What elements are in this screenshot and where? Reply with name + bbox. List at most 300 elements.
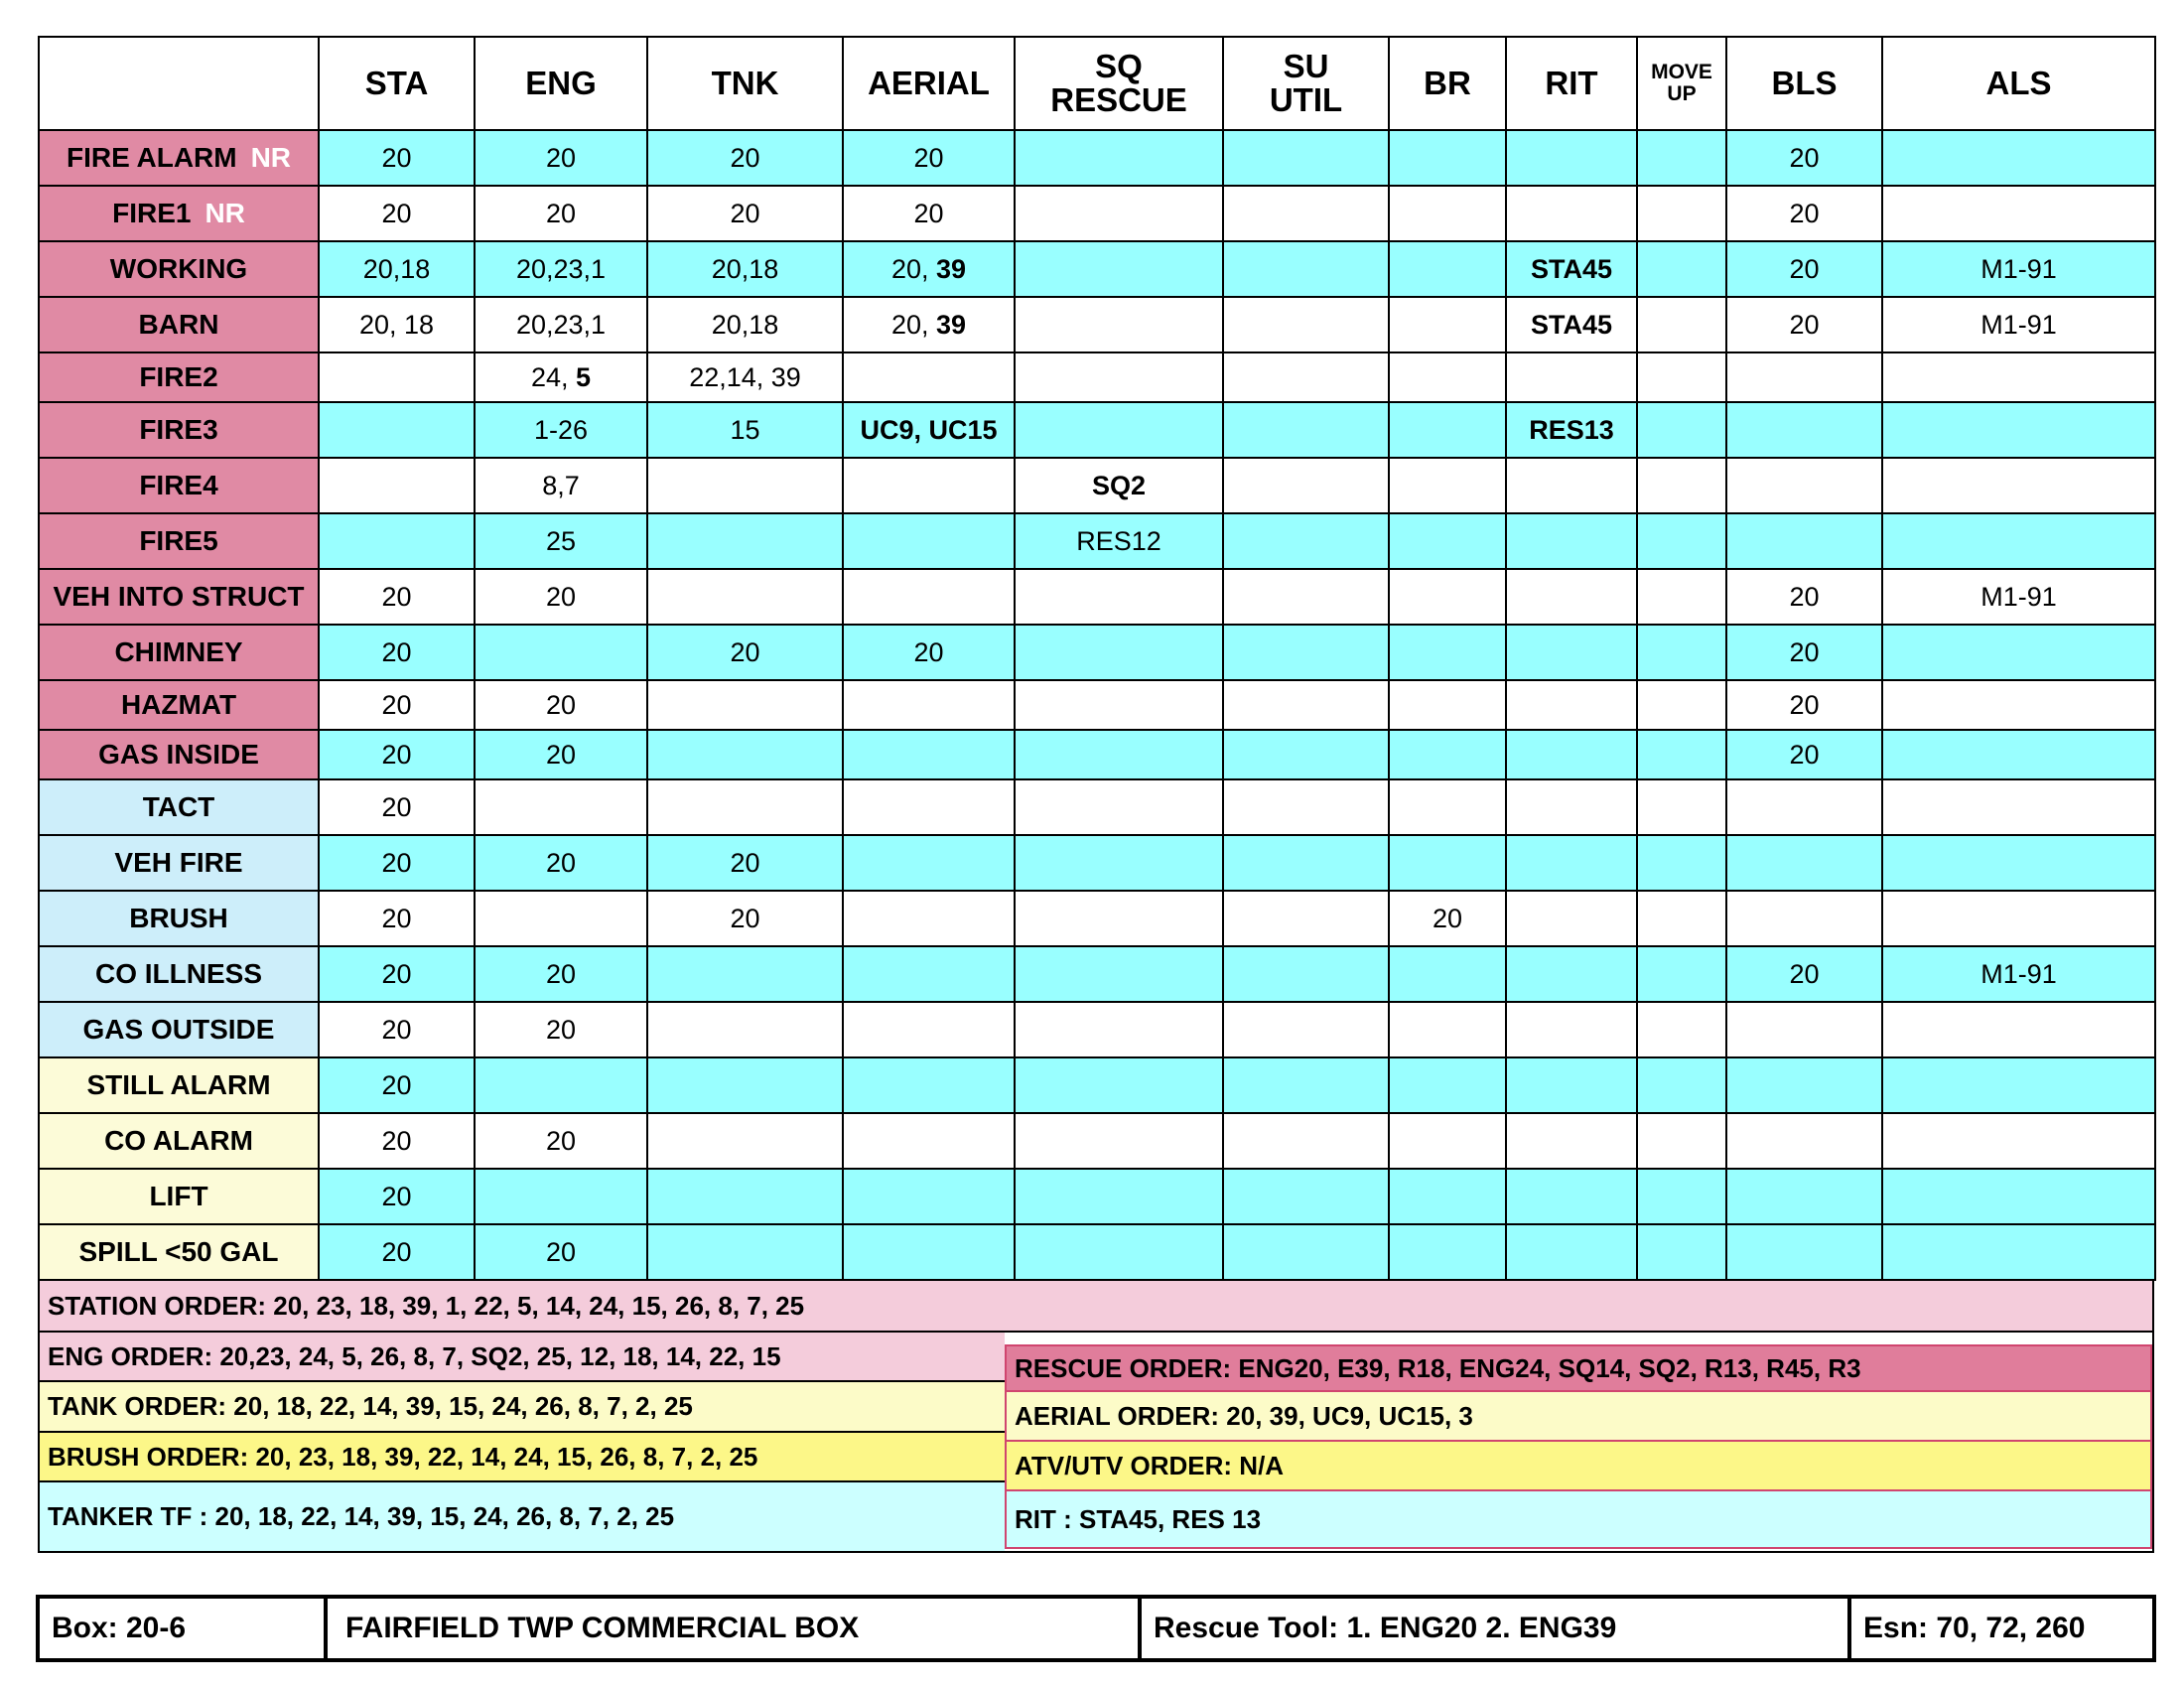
cell-bls bbox=[1726, 297, 1882, 352]
cell-bls bbox=[1726, 186, 1882, 241]
cell-bls bbox=[1726, 625, 1882, 680]
header-eng bbox=[475, 37, 647, 130]
cell-move-up bbox=[1637, 297, 1726, 352]
row-fire4 bbox=[39, 458, 2155, 513]
header-text: MOVE bbox=[1651, 61, 1712, 83]
footer-bar bbox=[36, 1595, 2156, 1662]
header-rit bbox=[1506, 37, 1637, 130]
cell-su-util bbox=[1223, 352, 1389, 402]
cell-eng bbox=[475, 730, 647, 779]
cell-tnk bbox=[647, 779, 843, 835]
cell-move-up bbox=[1637, 402, 1726, 458]
cell-als bbox=[1882, 352, 2155, 402]
cell-su-util bbox=[1223, 186, 1389, 241]
cell-value: 20 bbox=[381, 142, 412, 173]
cell-als bbox=[1882, 625, 2155, 680]
cell-eng bbox=[475, 186, 647, 241]
row-label bbox=[39, 730, 319, 779]
cell-aerial bbox=[843, 1169, 1015, 1224]
cell-value: 20,18 bbox=[711, 309, 779, 340]
row-label bbox=[39, 130, 319, 186]
cell-rit bbox=[1506, 186, 1637, 241]
run-card-sheet bbox=[38, 36, 2154, 1553]
cell-sta bbox=[319, 569, 475, 625]
cell-rit bbox=[1506, 835, 1637, 891]
cell-tnk bbox=[647, 730, 843, 779]
cell-bls bbox=[1726, 130, 1882, 186]
cell-value: 20 bbox=[545, 142, 577, 173]
header-text: ALS bbox=[1985, 65, 2052, 101]
rescue-aerial-box bbox=[1005, 1344, 2152, 1549]
cell-rit bbox=[1506, 297, 1637, 352]
cell-value: 20,23,1 bbox=[515, 253, 607, 284]
cell-value: 20 bbox=[913, 142, 944, 173]
cell-eng bbox=[475, 779, 647, 835]
cell-sq-rescue bbox=[1015, 779, 1223, 835]
box-name: FAIRFIELD TWP COMMERCIAL BOX bbox=[328, 1599, 1142, 1658]
rescue-tool: Rescue Tool: 1. ENG20 2. ENG39 bbox=[1142, 1599, 1851, 1658]
row-label-text: CHIMNEY bbox=[114, 636, 243, 667]
cell-value: 20 bbox=[381, 739, 412, 770]
cell-aerial bbox=[843, 680, 1015, 730]
cell-eng bbox=[475, 458, 647, 513]
cell-tnk bbox=[647, 513, 843, 569]
cell-eng bbox=[475, 352, 647, 402]
cell-als bbox=[1882, 186, 2155, 241]
cell-br bbox=[1389, 130, 1506, 186]
cell-br bbox=[1389, 569, 1506, 625]
header-row bbox=[39, 37, 2155, 130]
row-fire1 bbox=[39, 186, 2155, 241]
cell-aerial bbox=[843, 1057, 1015, 1113]
no-response-badge: NR bbox=[250, 142, 292, 173]
cell-eng bbox=[475, 835, 647, 891]
cell-su-util bbox=[1223, 1002, 1389, 1057]
cell-value: 20 bbox=[1789, 739, 1820, 770]
row-chimney bbox=[39, 625, 2155, 680]
cell-sq-rescue bbox=[1015, 458, 1223, 513]
esn-list: Esn: 70, 72, 260 bbox=[1863, 1612, 2086, 1644]
row-label bbox=[39, 513, 319, 569]
cell-value: 20, bbox=[890, 309, 936, 340]
row-label-text: FIRE5 bbox=[139, 525, 218, 556]
cell-value: 20 bbox=[1789, 309, 1820, 340]
cell-als bbox=[1882, 569, 2155, 625]
cell-aerial bbox=[843, 130, 1015, 186]
cell-bls bbox=[1726, 1002, 1882, 1057]
cell-aerial bbox=[843, 458, 1015, 513]
cell-tnk bbox=[647, 1002, 843, 1057]
cell-sq-rescue bbox=[1015, 186, 1223, 241]
cell-value: 20 bbox=[730, 142, 760, 173]
cell-bls bbox=[1726, 1057, 1882, 1113]
row-gas-outside bbox=[39, 1002, 2155, 1057]
header-text: BR bbox=[1424, 65, 1471, 101]
cell-tnk bbox=[647, 1113, 843, 1169]
row-brush bbox=[39, 891, 2155, 946]
row-gas-inside bbox=[39, 730, 2155, 779]
cell-br bbox=[1389, 891, 1506, 946]
header-move-up bbox=[1637, 37, 1726, 130]
row-fire5 bbox=[39, 513, 2155, 569]
cell-sta bbox=[319, 1224, 475, 1280]
cell-aerial bbox=[843, 297, 1015, 352]
cell-move-up bbox=[1637, 1224, 1726, 1280]
cell-value: 20 bbox=[545, 1125, 577, 1156]
cell-sta bbox=[319, 402, 475, 458]
cell-move-up bbox=[1637, 352, 1726, 402]
cell-br bbox=[1389, 1113, 1506, 1169]
cell-sta bbox=[319, 891, 475, 946]
cell-sta bbox=[319, 779, 475, 835]
rit-order: RIT : STA45, RES 13 bbox=[1007, 1491, 2150, 1547]
cell-sta bbox=[319, 458, 475, 513]
cell-value: 20 bbox=[381, 958, 412, 989]
cell-br bbox=[1389, 1002, 1506, 1057]
row-label bbox=[39, 186, 319, 241]
cell-value: 20 bbox=[730, 636, 760, 667]
cell-br bbox=[1389, 680, 1506, 730]
cell-als bbox=[1882, 458, 2155, 513]
cell-value: RES13 bbox=[1529, 414, 1614, 445]
header-text: AERIAL bbox=[868, 65, 990, 101]
cell-aerial bbox=[843, 730, 1015, 779]
cell-eng bbox=[475, 891, 647, 946]
cell-move-up bbox=[1637, 730, 1726, 779]
cell-sq-rescue bbox=[1015, 352, 1223, 402]
cell-br bbox=[1389, 835, 1506, 891]
cell-aerial bbox=[843, 241, 1015, 297]
row-co-illness bbox=[39, 946, 2155, 1002]
cell-br bbox=[1389, 241, 1506, 297]
cell-sq-rescue bbox=[1015, 891, 1223, 946]
cell-aerial bbox=[843, 891, 1015, 946]
cell-value: 20 bbox=[381, 1069, 412, 1100]
row-label-text: VEH FIRE bbox=[114, 847, 243, 878]
cell-eng bbox=[475, 1002, 647, 1057]
row-label-text: VEH INTO STRUCT bbox=[53, 581, 305, 612]
cell-value: 20,23,1 bbox=[515, 309, 607, 340]
cell-value: 20 bbox=[1789, 253, 1820, 284]
header-text: SQ bbox=[1095, 48, 1143, 84]
cell-su-util bbox=[1223, 1224, 1389, 1280]
cell-tnk bbox=[647, 241, 843, 297]
cell-su-util bbox=[1223, 835, 1389, 891]
cell-value: 20 bbox=[730, 198, 760, 228]
cell-tnk bbox=[647, 1057, 843, 1113]
header-text: BLS bbox=[1771, 65, 1838, 101]
header-text: RESCUE bbox=[1050, 81, 1187, 118]
cell-value: 20 bbox=[1432, 903, 1463, 933]
cell-value: 20 bbox=[381, 1236, 412, 1267]
cell-tnk bbox=[647, 352, 843, 402]
cell-rit bbox=[1506, 130, 1637, 186]
cell-value: 20 bbox=[545, 958, 577, 989]
cell-su-util bbox=[1223, 241, 1389, 297]
cell-rit bbox=[1506, 1169, 1637, 1224]
cell-value: 20 bbox=[545, 1014, 577, 1045]
cell-sta bbox=[319, 1002, 475, 1057]
cell-rit bbox=[1506, 730, 1637, 779]
cell-tnk bbox=[647, 130, 843, 186]
cell-sq-rescue bbox=[1015, 1002, 1223, 1057]
cell-sq-rescue bbox=[1015, 946, 1223, 1002]
cell-eng bbox=[475, 680, 647, 730]
cell-eng bbox=[475, 297, 647, 352]
cell-bls bbox=[1726, 458, 1882, 513]
cell-als bbox=[1882, 513, 2155, 569]
row-label-text: FIRE3 bbox=[139, 414, 218, 445]
cell-aerial bbox=[843, 186, 1015, 241]
cell-rit bbox=[1506, 352, 1637, 402]
cell-aerial bbox=[843, 569, 1015, 625]
cell-value: 20 bbox=[381, 198, 412, 228]
cell-als bbox=[1882, 730, 2155, 779]
brush-order: BRUSH ORDER: 20, 23, 18, 39, 22, 14, 24, 15, 26, 8, 7, 2, 25 bbox=[40, 1433, 1005, 1482]
cell-tnk bbox=[647, 569, 843, 625]
cell-bls bbox=[1726, 241, 1882, 297]
cell-move-up bbox=[1637, 1113, 1726, 1169]
cell-value: M1-91 bbox=[1980, 309, 2057, 340]
cell-su-util bbox=[1223, 625, 1389, 680]
cell-sta bbox=[319, 1169, 475, 1224]
row-label-text: CO ALARM bbox=[104, 1125, 253, 1156]
cell-als bbox=[1882, 402, 2155, 458]
header-als bbox=[1882, 37, 2155, 130]
cell-move-up bbox=[1637, 946, 1726, 1002]
cell-sq-rescue bbox=[1015, 402, 1223, 458]
cell-sta bbox=[319, 1057, 475, 1113]
cell-value: 20 bbox=[1789, 689, 1820, 720]
cell-tnk bbox=[647, 891, 843, 946]
cell-sta bbox=[319, 186, 475, 241]
row-label-text: BRUSH bbox=[129, 903, 228, 933]
cell-move-up bbox=[1637, 1057, 1726, 1113]
cell-br bbox=[1389, 402, 1506, 458]
row-veh-into-struct bbox=[39, 569, 2155, 625]
cell-aerial bbox=[843, 946, 1015, 1002]
cell-aerial bbox=[843, 513, 1015, 569]
cell-br bbox=[1389, 730, 1506, 779]
row-label bbox=[39, 946, 319, 1002]
header-bls bbox=[1726, 37, 1882, 130]
cell-move-up bbox=[1637, 680, 1726, 730]
row-label bbox=[39, 352, 319, 402]
cell-eng bbox=[475, 513, 647, 569]
cell-bls bbox=[1726, 730, 1882, 779]
cell-rit bbox=[1506, 1113, 1637, 1169]
cell-eng bbox=[475, 946, 647, 1002]
cell-sta bbox=[319, 130, 475, 186]
cell-sq-rescue bbox=[1015, 241, 1223, 297]
row-label bbox=[39, 779, 319, 835]
row-hazmat bbox=[39, 680, 2155, 730]
cell-sta bbox=[319, 835, 475, 891]
cell-aerial bbox=[843, 625, 1015, 680]
cell-value: 20 bbox=[381, 791, 412, 822]
cell-value: 22,14, 39 bbox=[689, 361, 801, 392]
row-label bbox=[39, 402, 319, 458]
atv-utv-order: ATV/UTV ORDER: N/A bbox=[1007, 1442, 2150, 1491]
cell-rit bbox=[1506, 241, 1637, 297]
cell-value: 20 bbox=[381, 1181, 412, 1211]
cell-value: 20 bbox=[1789, 581, 1820, 612]
cell-als bbox=[1882, 130, 2155, 186]
cell-als bbox=[1882, 241, 2155, 297]
cell-br bbox=[1389, 1057, 1506, 1113]
cell-value: 20 bbox=[545, 847, 577, 878]
no-response-badge: NR bbox=[205, 198, 245, 228]
cell-als bbox=[1882, 1169, 2155, 1224]
row-label bbox=[39, 1002, 319, 1057]
cell-rit bbox=[1506, 402, 1637, 458]
tank-order: TANK ORDER: 20, 18, 22, 14, 39, 15, 24, 26, 8, 7, 2, 25 bbox=[40, 1382, 1005, 1433]
cell-tnk bbox=[647, 1224, 843, 1280]
cell-value: 20 bbox=[545, 689, 577, 720]
row-barn bbox=[39, 297, 2155, 352]
cell-aerial bbox=[843, 402, 1015, 458]
cell-move-up bbox=[1637, 625, 1726, 680]
cell-su-util bbox=[1223, 458, 1389, 513]
cell-bls bbox=[1726, 680, 1882, 730]
cell-value: 20 bbox=[730, 847, 760, 878]
cell-su-util bbox=[1223, 730, 1389, 779]
cell-sta bbox=[319, 946, 475, 1002]
cell-su-util bbox=[1223, 297, 1389, 352]
cell-value: M1-91 bbox=[1980, 958, 2057, 989]
aerial-order: AERIAL ORDER: 20, 39, UC9, UC15, 3 bbox=[1007, 1392, 2150, 1442]
row-label-text: FIRE2 bbox=[139, 361, 218, 392]
row-label-text: BARN bbox=[138, 309, 219, 340]
cell-value: STA45 bbox=[1530, 253, 1613, 284]
cell-als bbox=[1882, 779, 2155, 835]
cell-move-up bbox=[1637, 130, 1726, 186]
cell-value: 8,7 bbox=[542, 470, 580, 500]
cell-move-up bbox=[1637, 891, 1726, 946]
cell-als bbox=[1882, 1057, 2155, 1113]
cell-als bbox=[1882, 680, 2155, 730]
cell-bls bbox=[1726, 402, 1882, 458]
header-text: UP bbox=[1667, 82, 1697, 105]
cell-sq-rescue bbox=[1015, 1113, 1223, 1169]
row-label-text: WORKING bbox=[109, 253, 248, 284]
cell-bls bbox=[1726, 1224, 1882, 1280]
row-label-text: CO ILLNESS bbox=[94, 958, 262, 989]
cell-bls bbox=[1726, 513, 1882, 569]
cell-value: 20 bbox=[1789, 636, 1820, 667]
row-label-text: GAS OUTSIDE bbox=[82, 1014, 275, 1045]
cell-value: 20 bbox=[1789, 142, 1820, 173]
cell-move-up bbox=[1637, 835, 1726, 891]
cell-br bbox=[1389, 352, 1506, 402]
row-tact bbox=[39, 779, 2155, 835]
cell-value: 20 bbox=[381, 1014, 412, 1045]
cell-bls bbox=[1726, 835, 1882, 891]
cell-sta bbox=[319, 730, 475, 779]
cell-sta bbox=[319, 513, 475, 569]
row-label-text: HAZMAT bbox=[120, 689, 237, 720]
cell-move-up bbox=[1637, 569, 1726, 625]
cell-bls bbox=[1726, 352, 1882, 402]
header-text: ENG bbox=[525, 65, 597, 101]
cell-br bbox=[1389, 1224, 1506, 1280]
header-text: STA bbox=[364, 65, 429, 101]
cell-sq-rescue bbox=[1015, 569, 1223, 625]
cell-su-util bbox=[1223, 680, 1389, 730]
row-label bbox=[39, 835, 319, 891]
row-fire2 bbox=[39, 352, 2155, 402]
cell-move-up bbox=[1637, 458, 1726, 513]
cell-tnk bbox=[647, 625, 843, 680]
cell-value: 1-26 bbox=[533, 414, 589, 445]
cell-value: 20 bbox=[545, 198, 577, 228]
cell-value: 20, 18 bbox=[358, 309, 435, 340]
engine-order: ENG ORDER: 20,23, 24, 5, 26, 8, 7, SQ2, 25, 12, 18, 14, 22, 15 bbox=[40, 1333, 1005, 1382]
cell-aerial bbox=[843, 352, 1015, 402]
cell-rit bbox=[1506, 779, 1637, 835]
cell-aerial bbox=[843, 1113, 1015, 1169]
cell-sta bbox=[319, 297, 475, 352]
cell-tnk bbox=[647, 186, 843, 241]
cell-aerial bbox=[843, 779, 1015, 835]
cell-value: 20,18 bbox=[711, 253, 779, 284]
row-label-text: FIRE ALARM bbox=[66, 142, 237, 173]
cell-sq-rescue bbox=[1015, 297, 1223, 352]
cell-br bbox=[1389, 186, 1506, 241]
tanker-task-force: TANKER TF : 20, 18, 22, 14, 39, 15, 24, 26, 8, 7, 2, 25 bbox=[40, 1482, 1005, 1551]
row-label bbox=[39, 891, 319, 946]
header-text: UTIL bbox=[1269, 81, 1343, 118]
row-label-text: STILL ALARM bbox=[86, 1069, 271, 1100]
cell-tnk bbox=[647, 458, 843, 513]
cell-value: 20 bbox=[1789, 198, 1820, 228]
cell-br bbox=[1389, 625, 1506, 680]
grid-body bbox=[39, 130, 2155, 1280]
header-aerial bbox=[843, 37, 1015, 130]
cell-br bbox=[1389, 946, 1506, 1002]
cell-value: 5 bbox=[576, 361, 592, 392]
order-block bbox=[38, 1281, 2154, 1553]
row-label bbox=[39, 1113, 319, 1169]
cell-sta bbox=[319, 680, 475, 730]
cell-als bbox=[1882, 891, 2155, 946]
cell-eng bbox=[475, 241, 647, 297]
cell-tnk bbox=[647, 946, 843, 1002]
cell-br bbox=[1389, 513, 1506, 569]
cell-rit bbox=[1506, 680, 1637, 730]
row-co-alarm bbox=[39, 1113, 2155, 1169]
cell-rit bbox=[1506, 625, 1637, 680]
row-label bbox=[39, 1057, 319, 1113]
cell-value: 25 bbox=[545, 525, 577, 556]
cell-tnk bbox=[647, 835, 843, 891]
cell-eng bbox=[475, 1057, 647, 1113]
row-fire3 bbox=[39, 402, 2155, 458]
cell-br bbox=[1389, 458, 1506, 513]
cell-sq-rescue bbox=[1015, 1169, 1223, 1224]
cell-move-up bbox=[1637, 779, 1726, 835]
row-veh-fire bbox=[39, 835, 2155, 891]
cell-sq-rescue bbox=[1015, 1224, 1223, 1280]
cell-su-util bbox=[1223, 569, 1389, 625]
cell-su-util bbox=[1223, 891, 1389, 946]
cell-aerial bbox=[843, 1002, 1015, 1057]
row-label bbox=[39, 297, 319, 352]
cell-tnk bbox=[647, 297, 843, 352]
cell-rit bbox=[1506, 1002, 1637, 1057]
cell-value: 20 bbox=[381, 581, 412, 612]
row-label-text: SPILL <50 GAL bbox=[78, 1236, 279, 1267]
